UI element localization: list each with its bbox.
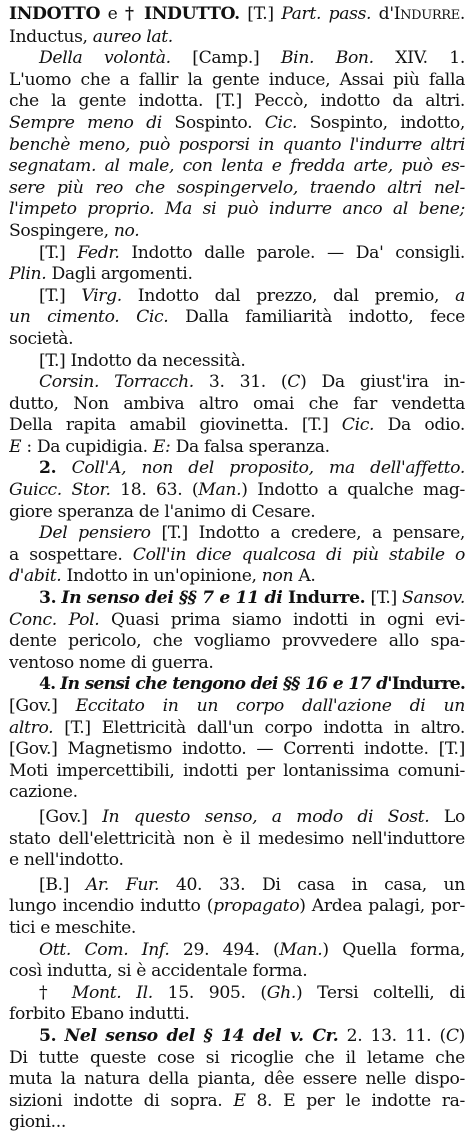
text-line: segnatam. al male, con lenta e fredda arte, può es- [9,156,465,177]
text-line: stato dell'elettricità non è il medesimo nell'induttore [9,828,465,849]
text-line: Della volontà. [Camp.] Bin. Bon. XIV. 1. [39,48,465,69]
text-line: società. [9,328,74,349]
text-line: L'uomo che a fallir la gente induce, Assai più falla [9,69,465,90]
text-line: che la gente indotta. [T.] Peccò, indotto da altri. [9,91,465,112]
text-line: Di tutte queste cose si ricoglie che il letame che [9,1047,465,1068]
text-line: cazione. [9,782,78,803]
text-line: benchè meno, può posporsi in quanto l'indurre altri [9,134,465,155]
text-line: Della rapita amabil giovinetta. [T.] Cic. Da odio. [9,415,465,436]
text-line: Guicc. Stor. 18. 63. (Man.) Indotto a qualche mag- [9,480,465,501]
text-line: a sospettare. Coll'in dice qualcosa di più stabile o [9,544,465,565]
text-line: [T.] Indotto da necessità. [39,350,246,371]
text-line: Conc. Pol. Quasi prima siamo indotti in ogni evi- [9,609,465,630]
text-line: così indutta, si è accidentale forma. [9,961,308,982]
text-line: l'impeto proprio. Ma si può indurre anco al bene; [9,199,465,220]
text-line: gioni... [9,1112,67,1133]
text-line: 2. Coll'A, non del proposito, ma dell'affetto. [39,458,465,479]
text-line: lungo incendio indutto (propagato) Ardea palagi, por- [9,896,465,917]
text-line: INDOTTO e † INDUTTO. [T.] Part. pass. d'INDURRE. [9,4,465,24]
text-line: Moti impercettibili, indotti per lontanissima comuni- [9,760,465,781]
text-line: Sempre meno di Sospinto. Cic. Sospinto, indotto, [9,112,465,133]
text-line: [T.] Fedr. Indotto dalle parole. — Da' consigli. [39,242,465,263]
text-line: muta la natura della pianta, dêe essere nelle dispo- [9,1069,465,1090]
text-line: sere più reo che sospingervelo, traendo altri nel- [9,177,465,198]
text-line: E : Da cupidigia. E: Da falsa speranza. [9,436,330,457]
dictionary-entry-indotto [9,4,465,1134]
text-line: † Mont. Il. 15. 905. (Gh.) Tersi coltelli, di [39,982,465,1003]
text-line: [Gov.] Eccitato in un corpo dall'azione di un [9,696,465,716]
text-line: Inductus, aureo lat. [9,26,173,47]
text-line: un cimento. Cic. Dalla familiarità indotto, fece [9,307,465,328]
text-line: ventoso nome di guerra. [9,652,214,673]
text-line: Plin. Dagli argomenti. [9,264,193,285]
text-line: e nell'indotto. [9,850,124,871]
text-line: Del pensiero [T.] Indotto a credere, a pensare, [39,523,465,544]
text-line: 3. In senso dei §§ 7 e 11 di Indurre. [T.] Sansov. [39,588,465,609]
text-line: Ott. Com. Inf. 29. 494. (Man.) Quella forma, [39,939,465,960]
text-line: dente pericolo, che vogliamo provvedere allo spa- [9,631,465,652]
text-line: [T.] Virg. Indotto dal prezzo, dal premio, a [39,285,465,306]
text-line: 4. In sensi che tengono dei §§ 16 e 17 d'Indurre. [39,674,465,695]
text-line: dutto, Non ambiva altro omai che far vendetta [9,393,465,414]
text-line: giore speranza de l'animo di Cesare. [9,501,316,522]
text-line: forbito Ebano indutti. [9,1004,190,1025]
text-line: 5. Nel senso del § 14 del v. Cr. 2. 13. 11. (C) [39,1025,465,1046]
text-line: Corsin. Torracch. 3. 31. (C) Da giust'ira in- [39,372,465,393]
text-line: Sospingere, no. [9,220,140,241]
text-line: [B.] Ar. Fur. 40. 33. Di casa in casa, un [39,874,465,895]
text-line: tici e meschite. [9,917,137,938]
text-line: d'abit. Indotto in un'opinione, non A. [9,566,316,587]
text-line: [Gov.] In questo senso, a modo di Sost. Lo [39,806,465,827]
text-line: sizioni indotte di sopra. E 8. E per le indotte ra- [9,1090,465,1111]
text-line: altro. [T.] Elettricità dall'un corpo indotta in altro. [9,717,465,738]
text-line: [Gov.] Magnetismo indotto. — Correnti indotte. [T.] [9,739,465,760]
